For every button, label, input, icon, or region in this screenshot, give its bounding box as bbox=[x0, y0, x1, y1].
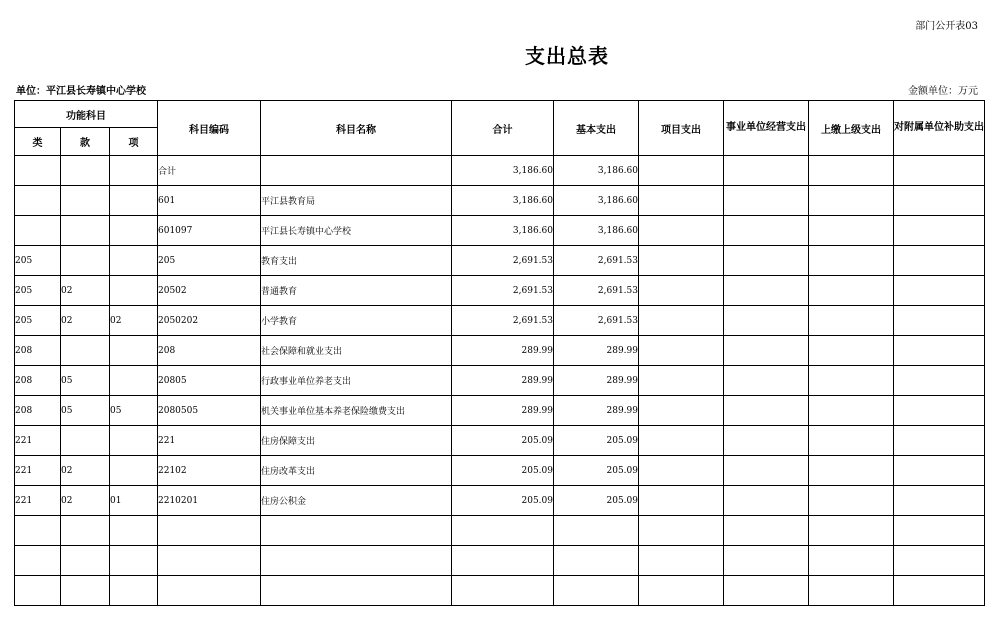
cell-business bbox=[724, 576, 809, 606]
cell-basic: 2,691.53 bbox=[554, 306, 639, 336]
cell-subsidy bbox=[894, 216, 985, 246]
cell-kuan bbox=[61, 246, 110, 276]
cell-business bbox=[724, 546, 809, 576]
cell-name: 住房公积金 bbox=[261, 486, 452, 516]
cell-basic: 3,186.60 bbox=[554, 216, 639, 246]
cell-business bbox=[724, 276, 809, 306]
cell-business bbox=[724, 306, 809, 336]
table-row bbox=[15, 426, 985, 456]
cell-kuan: 02 bbox=[61, 456, 110, 486]
cell-business bbox=[724, 486, 809, 516]
table-row bbox=[15, 306, 985, 336]
cell-basic: 3,186.60 bbox=[554, 186, 639, 216]
cell-upper bbox=[809, 426, 894, 456]
table-row bbox=[15, 396, 985, 426]
cell-xiang: 02 bbox=[110, 306, 158, 336]
cell-name bbox=[261, 156, 452, 186]
cell-code: 2050202 bbox=[158, 306, 261, 336]
table-row bbox=[15, 276, 985, 306]
cell-total: 3,186.60 bbox=[452, 186, 554, 216]
cell-xiang bbox=[110, 546, 158, 576]
cell-basic: 205.09 bbox=[554, 456, 639, 486]
cell-business bbox=[724, 336, 809, 366]
cell-total bbox=[452, 516, 554, 546]
cell-basic: 289.99 bbox=[554, 396, 639, 426]
cell-total bbox=[452, 576, 554, 606]
cell-code: 22102 bbox=[158, 456, 261, 486]
cell-lei: 221 bbox=[15, 486, 61, 516]
cell-subsidy bbox=[894, 576, 985, 606]
cell-upper bbox=[809, 276, 894, 306]
cell-upper bbox=[809, 186, 894, 216]
table-row bbox=[15, 576, 985, 606]
cell-basic: 2,691.53 bbox=[554, 276, 639, 306]
cell-kuan: 02 bbox=[61, 486, 110, 516]
cell-project bbox=[639, 546, 724, 576]
cell-code: 2210201 bbox=[158, 486, 261, 516]
cell-kuan bbox=[61, 426, 110, 456]
cell-lei: 208 bbox=[15, 396, 61, 426]
cell-project bbox=[639, 396, 724, 426]
cell-xiang bbox=[110, 216, 158, 246]
cell-upper bbox=[809, 156, 894, 186]
cell-lei: 221 bbox=[15, 456, 61, 486]
header-code: 科目编码 bbox=[158, 101, 261, 156]
cell-lei: 205 bbox=[15, 246, 61, 276]
table-row bbox=[15, 516, 985, 546]
cell-lei bbox=[15, 516, 61, 546]
cell-basic bbox=[554, 516, 639, 546]
cell-upper bbox=[809, 336, 894, 366]
cell-business bbox=[724, 186, 809, 216]
cell-kuan bbox=[61, 156, 110, 186]
cell-xiang bbox=[110, 186, 158, 216]
cell-upper bbox=[809, 366, 894, 396]
table-row bbox=[15, 366, 985, 396]
cell-subsidy bbox=[894, 306, 985, 336]
cell-project bbox=[639, 486, 724, 516]
cell-code: 221 bbox=[158, 426, 261, 456]
cell-code: 208 bbox=[158, 336, 261, 366]
header-project: 项目支出 bbox=[639, 101, 724, 156]
cell-upper bbox=[809, 216, 894, 246]
cell-basic bbox=[554, 546, 639, 576]
cell-xiang bbox=[110, 456, 158, 486]
cell-total: 289.99 bbox=[452, 336, 554, 366]
cell-project bbox=[639, 186, 724, 216]
cell-name: 平江县长寿镇中心学校 bbox=[261, 216, 452, 246]
cell-name bbox=[261, 516, 452, 546]
cell-name: 平江县教育局 bbox=[261, 186, 452, 216]
cell-lei: 208 bbox=[15, 366, 61, 396]
cell-total: 289.99 bbox=[452, 366, 554, 396]
header-total: 合计 bbox=[452, 101, 554, 156]
cell-project bbox=[639, 306, 724, 336]
cell-subsidy bbox=[894, 396, 985, 426]
cell-xiang: 05 bbox=[110, 396, 158, 426]
cell-xiang bbox=[110, 366, 158, 396]
cell-business bbox=[724, 396, 809, 426]
cell-project bbox=[639, 336, 724, 366]
cell-basic bbox=[554, 576, 639, 606]
table-row bbox=[15, 456, 985, 486]
cell-xiang bbox=[110, 576, 158, 606]
cell-xiang bbox=[110, 246, 158, 276]
cell-subsidy bbox=[894, 486, 985, 516]
cell-business bbox=[724, 366, 809, 396]
cell-project bbox=[639, 216, 724, 246]
cell-basic: 289.99 bbox=[554, 366, 639, 396]
cell-total: 3,186.60 bbox=[452, 216, 554, 246]
cell-lei: 221 bbox=[15, 426, 61, 456]
cell-lei: 205 bbox=[15, 276, 61, 306]
cell-upper bbox=[809, 546, 894, 576]
cell-project bbox=[639, 456, 724, 486]
cell-lei bbox=[15, 216, 61, 246]
cell-subsidy bbox=[894, 276, 985, 306]
cell-subsidy bbox=[894, 426, 985, 456]
cell-xiang bbox=[110, 516, 158, 546]
page-title: 支出总表 bbox=[525, 44, 609, 68]
header-func-subject: 功能科目 bbox=[15, 101, 158, 128]
cell-upper bbox=[809, 486, 894, 516]
cell-code: 20805 bbox=[158, 366, 261, 396]
cell-project bbox=[639, 276, 724, 306]
cell-subsidy bbox=[894, 456, 985, 486]
cell-name: 行政事业单位养老支出 bbox=[261, 366, 452, 396]
cell-code bbox=[158, 516, 261, 546]
cell-project bbox=[639, 156, 724, 186]
cell-upper bbox=[809, 516, 894, 546]
expenditure-table bbox=[14, 100, 985, 606]
cell-business bbox=[724, 156, 809, 186]
cell-subsidy bbox=[894, 516, 985, 546]
cell-name: 住房保障支出 bbox=[261, 426, 452, 456]
cell-name: 小学教育 bbox=[261, 306, 452, 336]
cell-code bbox=[158, 576, 261, 606]
cell-upper bbox=[809, 246, 894, 276]
cell-subsidy bbox=[894, 186, 985, 216]
cell-total: 205.09 bbox=[452, 486, 554, 516]
cell-subsidy bbox=[894, 246, 985, 276]
cell-business bbox=[724, 426, 809, 456]
cell-subsidy bbox=[894, 366, 985, 396]
cell-kuan: 02 bbox=[61, 306, 110, 336]
cell-total: 3,186.60 bbox=[452, 156, 554, 186]
cell-upper bbox=[809, 396, 894, 426]
cell-lei bbox=[15, 186, 61, 216]
amount-unit-label: 金额单位：万元 bbox=[908, 86, 978, 97]
cell-business bbox=[724, 456, 809, 486]
cell-lei bbox=[15, 156, 61, 186]
table-row bbox=[15, 246, 985, 276]
cell-business bbox=[724, 216, 809, 246]
cell-basic: 289.99 bbox=[554, 336, 639, 366]
table-row bbox=[15, 216, 985, 246]
cell-code: 601 bbox=[158, 186, 261, 216]
cell-name bbox=[261, 576, 452, 606]
cell-total bbox=[452, 546, 554, 576]
cell-basic: 3,186.60 bbox=[554, 156, 639, 186]
cell-project bbox=[639, 576, 724, 606]
cell-subsidy bbox=[894, 546, 985, 576]
cell-basic: 205.09 bbox=[554, 426, 639, 456]
header-business: 事业单位经营支出 bbox=[724, 101, 809, 156]
table-row bbox=[15, 546, 985, 576]
cell-total: 289.99 bbox=[452, 396, 554, 426]
header-kuan: 款 bbox=[61, 128, 110, 156]
cell-code bbox=[158, 546, 261, 576]
cell-total: 2,691.53 bbox=[452, 246, 554, 276]
header-subsidy: 对附属单位补助支出 bbox=[894, 101, 985, 156]
cell-total: 205.09 bbox=[452, 426, 554, 456]
unit-label: 单位：平江县长寿镇中心学校 bbox=[16, 86, 146, 97]
table-row bbox=[15, 486, 985, 516]
cell-upper bbox=[809, 306, 894, 336]
cell-name: 普通教育 bbox=[261, 276, 452, 306]
cell-upper bbox=[809, 576, 894, 606]
cell-total: 2,691.53 bbox=[452, 276, 554, 306]
cell-project bbox=[639, 426, 724, 456]
cell-code: 20502 bbox=[158, 276, 261, 306]
cell-total: 205.09 bbox=[452, 456, 554, 486]
table-row bbox=[15, 156, 985, 186]
header-name: 科目名称 bbox=[261, 101, 452, 156]
cell-kuan bbox=[61, 546, 110, 576]
cell-name: 教育支出 bbox=[261, 246, 452, 276]
cell-total: 2,691.53 bbox=[452, 306, 554, 336]
cell-lei: 205 bbox=[15, 306, 61, 336]
cell-project bbox=[639, 516, 724, 546]
cell-code: 601097 bbox=[158, 216, 261, 246]
cell-subsidy bbox=[894, 336, 985, 366]
cell-kuan bbox=[61, 186, 110, 216]
cell-lei: 208 bbox=[15, 336, 61, 366]
cell-kuan bbox=[61, 516, 110, 546]
cell-project bbox=[639, 366, 724, 396]
cell-lei bbox=[15, 546, 61, 576]
cell-basic: 205.09 bbox=[554, 486, 639, 516]
cell-xiang bbox=[110, 156, 158, 186]
cell-code: 2080505 bbox=[158, 396, 261, 426]
cell-subsidy bbox=[894, 156, 985, 186]
cell-kuan: 05 bbox=[61, 396, 110, 426]
cell-business bbox=[724, 246, 809, 276]
cell-name: 住房改革支出 bbox=[261, 456, 452, 486]
cell-name bbox=[261, 546, 452, 576]
cell-name: 社会保障和就业支出 bbox=[261, 336, 452, 366]
cell-lei bbox=[15, 576, 61, 606]
header-lei: 类 bbox=[15, 128, 61, 156]
cell-xiang bbox=[110, 336, 158, 366]
header-upper: 上缴上级支出 bbox=[809, 101, 894, 156]
cell-kuan: 05 bbox=[61, 366, 110, 396]
table-row bbox=[15, 186, 985, 216]
table-row bbox=[15, 336, 985, 366]
cell-project bbox=[639, 246, 724, 276]
cell-kuan bbox=[61, 216, 110, 246]
cell-kuan bbox=[61, 576, 110, 606]
cell-name: 机关事业单位基本养老保险缴费支出 bbox=[261, 396, 452, 426]
header-basic: 基本支出 bbox=[554, 101, 639, 156]
header-xiang: 项 bbox=[110, 128, 158, 156]
cell-xiang: 01 bbox=[110, 486, 158, 516]
cell-xiang bbox=[110, 276, 158, 306]
cell-basic: 2,691.53 bbox=[554, 246, 639, 276]
cell-kuan bbox=[61, 336, 110, 366]
cell-kuan: 02 bbox=[61, 276, 110, 306]
cell-xiang bbox=[110, 426, 158, 456]
cell-code: 合计 bbox=[158, 156, 261, 186]
cell-upper bbox=[809, 456, 894, 486]
table-number-label: 部门公开表03 bbox=[915, 21, 978, 32]
cell-code: 205 bbox=[158, 246, 261, 276]
cell-business bbox=[724, 516, 809, 546]
